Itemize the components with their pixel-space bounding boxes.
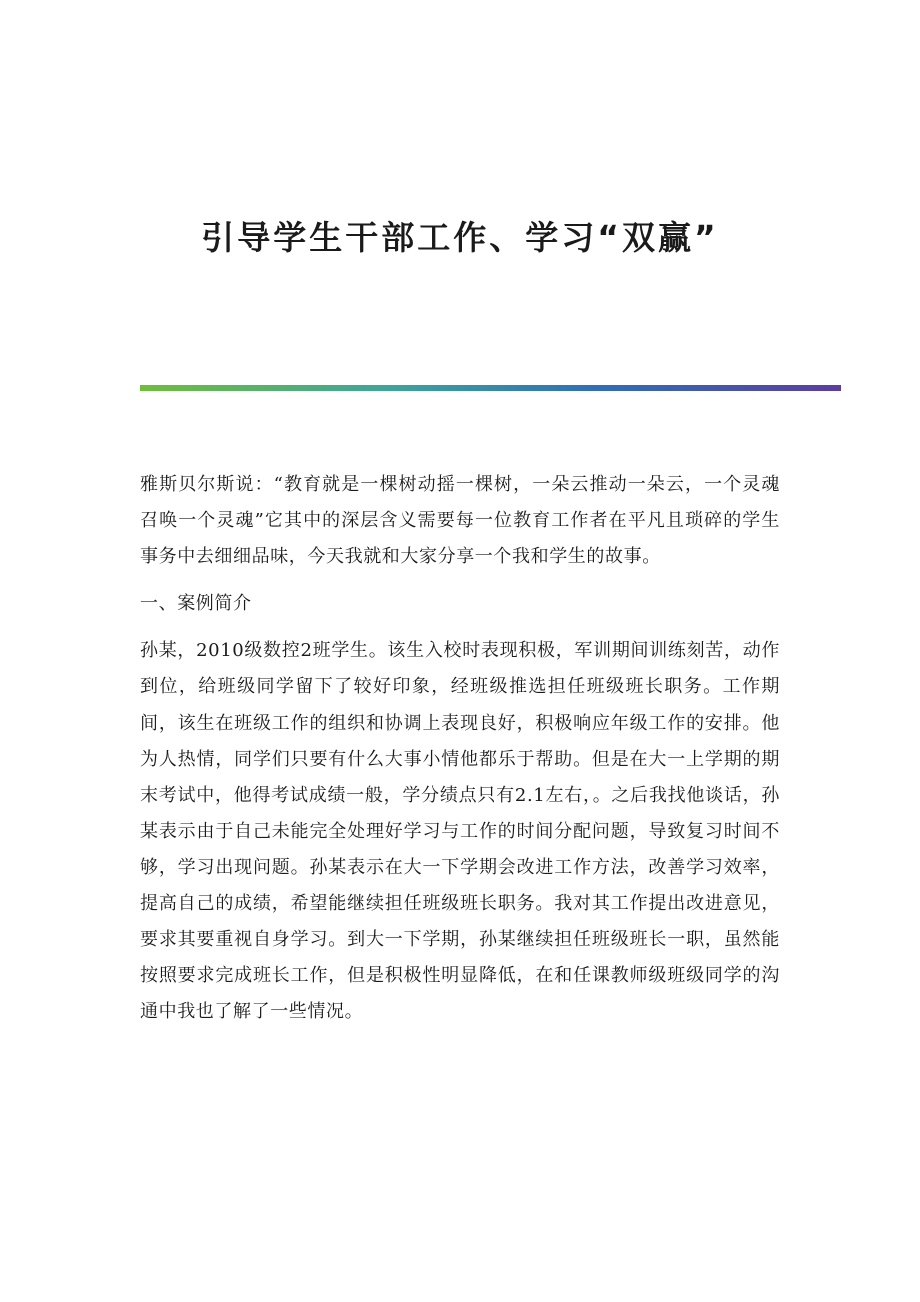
- section-heading: 一、案例简介: [140, 593, 252, 615]
- document-title: 引导学生干部工作、学习“双赢”: [201, 218, 719, 257]
- case-paragraph: 孙某，2010级数控2班学生。该生入校时表现积极，军训期间训练刻苦，动作到位，给班级同学留下了较好印象，经班级推选担任班级班长职务。工作期间，该生在班级工作的组织和协调上表现良好，积极响应年级工作的安排。他为人热情，同学们只要有什么大事小情他都乐于帮助。但是在大一上学期的期末考试中，他得考试成绩一般，学分绩点只有2.1左右，。之后我找他谈话，孙某表示由于自己未能完全处理好学习与工作的时间分配问题，导致复习时间不够，学习出现问题。孙某表示在大一下学期会改进工作方法，改善学习效率，提高自己的成绩，希望能继续担任班级班长职务。我对其工作提出改进意见，要求其要重视自身学习。到大一下学期，孙某继续担任班级班长一职，虽然能按照要求完成班长工作，但是积极性明显降低，在和任课教师级班级同学的沟通中我也了解了一些情况。: [140, 640, 780, 1023]
- document-body: [140, 467, 780, 1030]
- intro-paragraph: 雅斯贝尔斯说：“教育就是一棵树动摇一棵树，一朵云推动一朵云，一个灵魂召唤一个灵魂”它其中的深层含义需要每一位教育工作者在平凡且琐碎的学生事务中去细细品味，今天我就和大家分享一个我和学生的故事。: [140, 474, 780, 568]
- title-divider: [140, 385, 841, 391]
